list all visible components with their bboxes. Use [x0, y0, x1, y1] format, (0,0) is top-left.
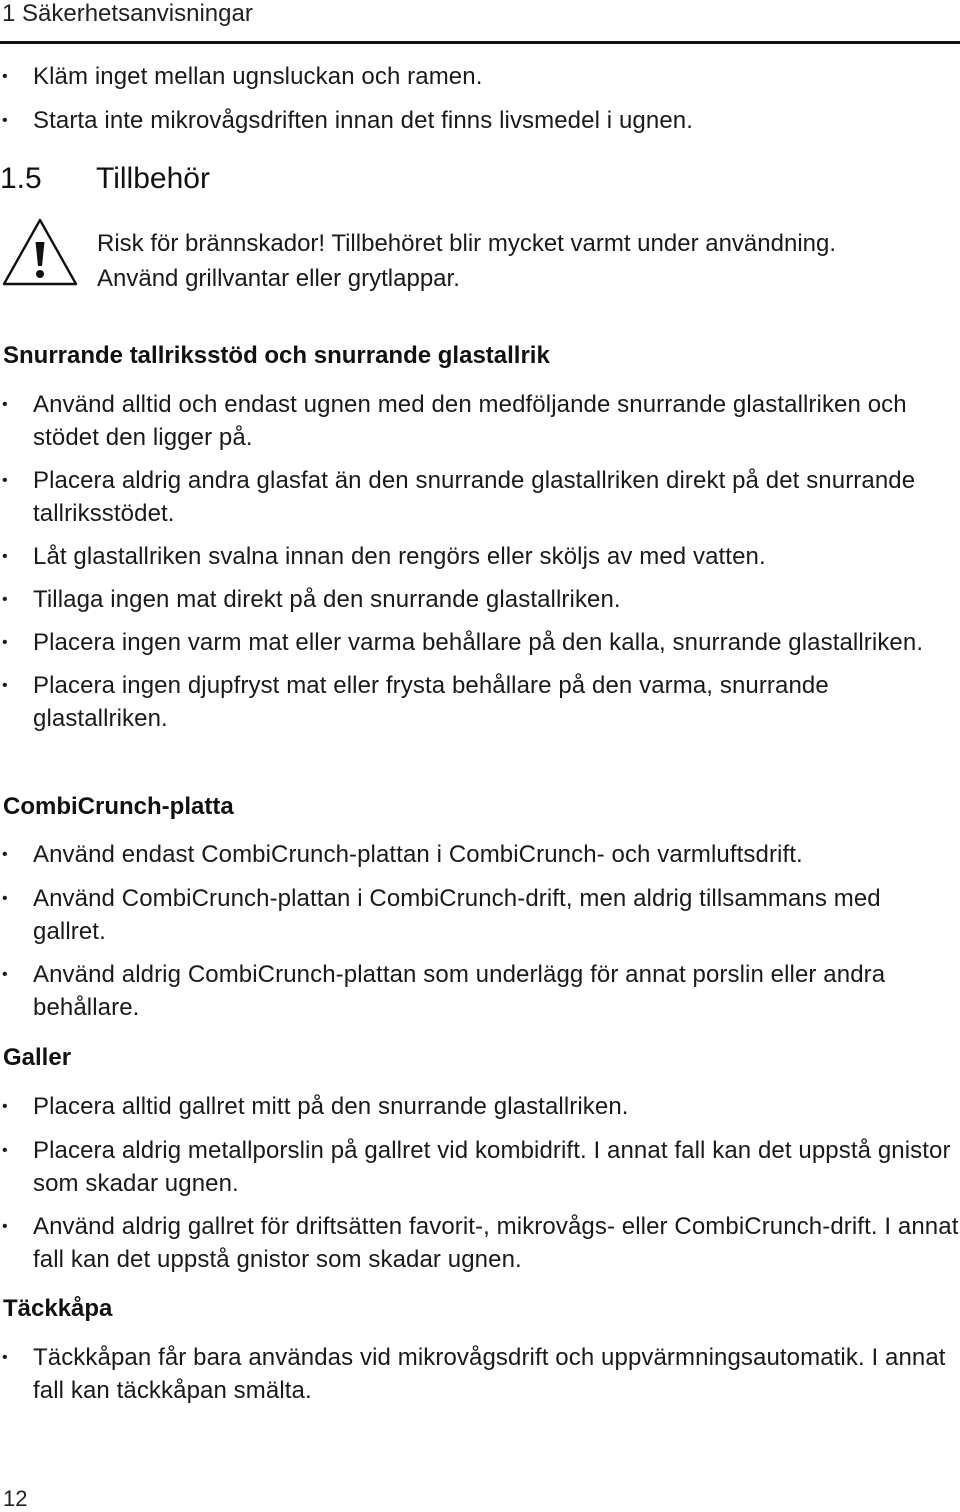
warning-text: [97, 226, 957, 296]
page-number: 12: [3, 1486, 28, 1511]
list-item: • Använd aldrig gallret för driftsätten favorit-, mikrovågs- eller CombiCrunch-drift. I annat fall kan det uppstå gnistor som skadar ugnen.: [0, 1210, 960, 1276]
header-rule: [0, 41, 960, 44]
section-title: Tillbehör: [96, 162, 210, 195]
rack-list: [0, 1090, 960, 1276]
subsection-heading: Galler: [3, 1044, 72, 1071]
list-item: • Placera ingen djupfryst mat eller frysta behållare på den varma, snurrande glastallriken.: [0, 669, 960, 735]
list-item: • Starta inte mikrovågsdriften innan det finns livsmedel i ugnen.: [0, 104, 960, 137]
running-header: 1 Säkerhetsanvisningar: [2, 0, 253, 27]
list-item: • Kläm inget mellan ugnsluckan och ramen.: [0, 60, 960, 93]
warning-line-1: Risk för brännskador! Tillbehöret blir mycket varmt under användning.: [97, 230, 837, 257]
warning-line-2: Använd grillvantar eller grytlappar.: [97, 265, 460, 292]
list-item: • Använd CombiCrunch-plattan i CombiCrunch-drift, men aldrig tillsammans med gallret.: [0, 882, 960, 948]
list-item: • Placera ingen varm mat eller varma behållare på den kalla, snurrande glastallriken.: [0, 626, 960, 659]
section-number: 1.5: [0, 162, 42, 195]
combicrunch-list: [0, 838, 960, 1024]
list-item: • Använd alltid och endast ugnen med den medföljande snurrande glastallriken och stödet den ligger på.: [0, 388, 960, 454]
turntable-list: [0, 388, 960, 735]
list-item: • Låt glastallriken svalna innan den rengörs eller sköljs av med vatten.: [0, 540, 960, 573]
cover-list: [0, 1341, 960, 1407]
list-item: • Placera aldrig metallporslin på gallret vid kombidrift. I annat fall kan det uppstå gnistor som skadar ugnen.: [0, 1134, 960, 1200]
intro-list: [0, 60, 960, 137]
list-item: • Placera aldrig andra glasfat än den snurrande glastallriken direkt på det snurrande tallriksstödet.: [0, 464, 960, 530]
warning-triangle-icon: [0, 214, 80, 290]
list-item: • Använd aldrig CombiCrunch-plattan som underlägg för annat porslin eller andra behållare.: [0, 958, 960, 1024]
list-item: • Täckkåpan får bara användas vid mikrovågsdrift och uppvärmningsautomatik. I annat fall kan täckkåpan smälta.: [0, 1341, 960, 1407]
list-item: • Använd endast CombiCrunch-plattan i CombiCrunch- och varmluftsdrift.: [0, 838, 960, 871]
list-item: • Tillaga ingen mat direkt på den snurrande glastallriken.: [0, 583, 960, 616]
subsection-heading: CombiCrunch-platta: [3, 793, 234, 820]
subsection-heading: Täckkåpa: [3, 1295, 113, 1322]
subsection-heading: Snurrande tallriksstöd och snurrande glastallrik: [3, 342, 550, 369]
list-item: • Placera alltid gallret mitt på den snurrande glastallriken.: [0, 1090, 960, 1123]
